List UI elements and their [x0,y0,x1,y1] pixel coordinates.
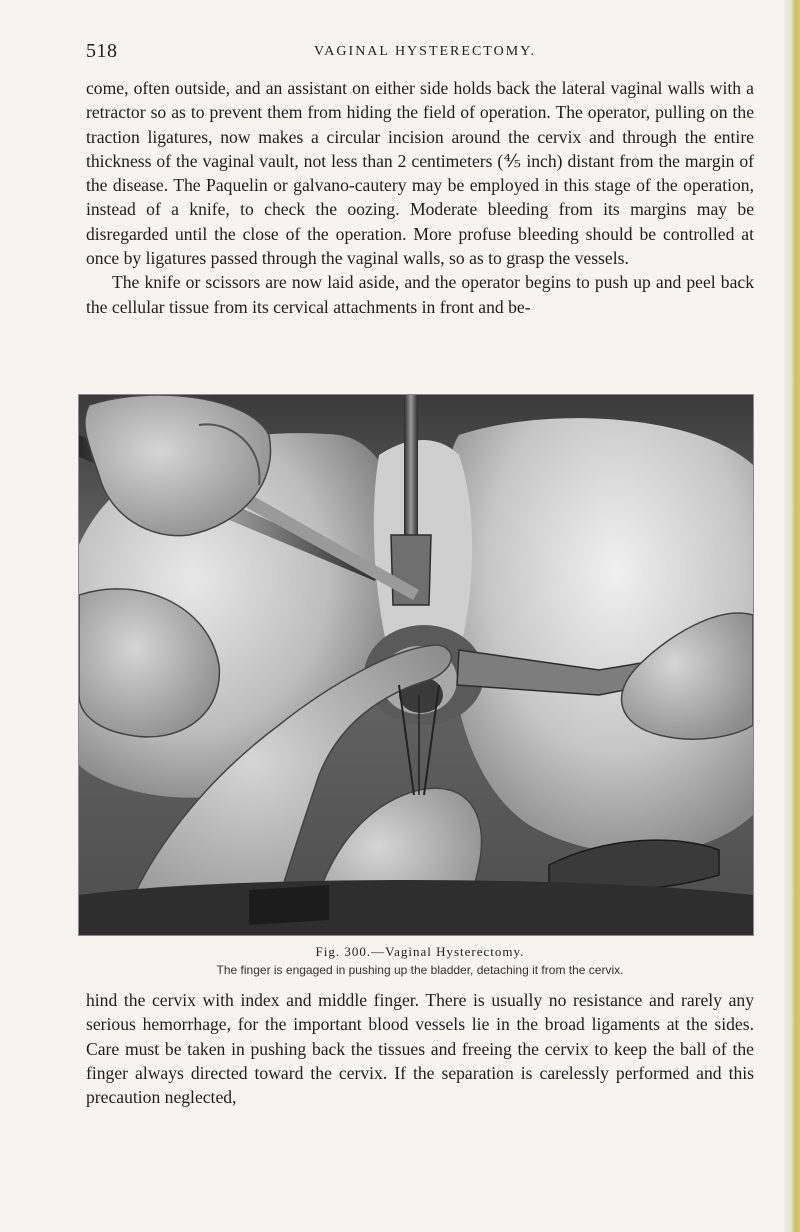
paragraph: hind the cervix with index and middle finger. There is usually no resistance and rarely any serious hemorrhage, for the important blood vessels lie in the broad ligaments at the sides. Care must be taken in pushing back the tissues and freeing the cervix to keep the ball of the finger always directed toward the cervix. If the separation is carelessly performed and this precaution neglected, [86,990,754,1108]
page-edge [784,0,800,1232]
paragraph: The knife or scissors are now laid aside, and the operator begins to push up and peel back the cellular tissue from its cervical attachments in front and be- [86,272,754,317]
body-text-bottom [86,988,754,1109]
surgical-illustration [78,394,754,936]
figure-label: Fig. 300.—Vaginal Hysterectomy. [315,944,525,959]
figure-caption: The finger is engaged in pushing up the bladder, detaching it from the cervix. [216,963,624,977]
running-head-title: VAGINAL HYSTERECTOMY. [314,44,536,59]
paragraph: come, often outside, and an assistant on either side holds back the lateral vaginal walls with a retractor so as to prevent them from hiding the field of operation. The operator, pulling on the traction ligatures, now makes a circular incision around the cervix and through the entire thickness of the vaginal vault, not less than 2 centimeters (⅘ inch) distant from the margin of the disease. The Paquelin or galvano-cautery may be employed in this stage of the operation, instead of a knife, to check the oozing. Moderate bleeding from its margins may be disregarded until the close of the operation. More profuse bleeding should be controlled at once by ligatures passed through the vaginal walls, so as to grasp the vessels. [86,78,754,269]
body-text-top [86,76,754,319]
running-head [0,40,800,62]
page-number: 518 [86,40,118,62]
